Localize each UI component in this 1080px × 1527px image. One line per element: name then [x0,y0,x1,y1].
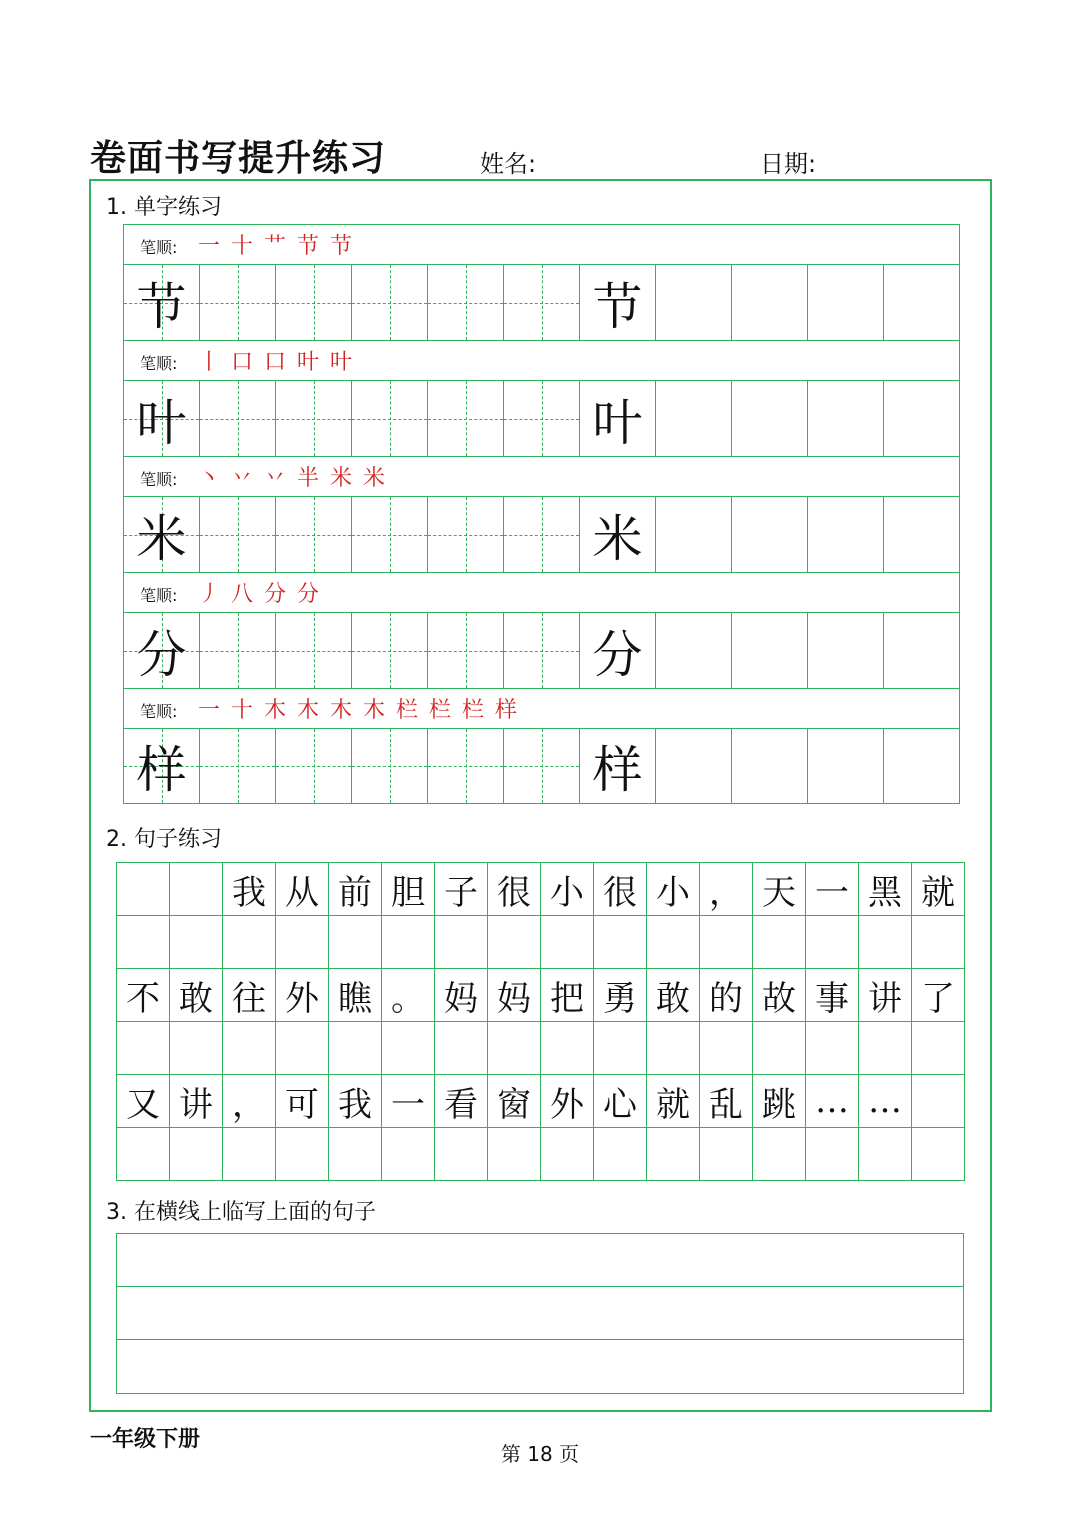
model-char: 节 [136,277,187,336]
sentence-char-cell: 往 [223,969,276,1022]
tian-cell[interactable] [276,265,352,340]
blank-grid-cell[interactable] [329,1128,382,1181]
tian-cell[interactable] [200,613,276,688]
sentence-char-cell: 敢 [647,969,700,1022]
blank-grid-cell[interactable] [117,1022,170,1075]
tian-cell[interactable] [504,265,580,340]
blank-grid-cell[interactable] [806,1022,859,1075]
blank-cell[interactable] [656,729,732,803]
tian-cell[interactable] [200,265,276,340]
blank-grid-cell[interactable] [382,916,435,969]
blank-grid-cell[interactable] [276,916,329,969]
blank-grid-cell[interactable] [541,1128,594,1181]
stroke-order-row [123,456,960,496]
blank-cell[interactable] [884,497,959,572]
stroke-sequence: 丨 口 口 叶 叶 [198,350,354,375]
sentence-grid-row [117,1075,965,1128]
char-practice-row [123,496,960,572]
grade-label: 一年级下册 [90,1427,201,1452]
blank-grid-cell[interactable] [382,1022,435,1075]
blank-grid-cell[interactable] [488,1022,541,1075]
single-char-practice [123,224,960,804]
char-practice-row [123,264,960,340]
model-char: 样 [136,741,187,799]
tian-cell[interactable] [200,381,276,456]
sentence-char-cell: 不 [117,969,170,1022]
sentence-char-cell: 跳 [753,1075,806,1128]
section3-title: 3. 在横线上临写上面的句子 [106,1200,376,1225]
blank-grid-cell[interactable] [382,1128,435,1181]
blank-grid-cell[interactable] [117,1128,170,1181]
sentence-char-cell: 乱 [700,1075,753,1128]
blank-grid-cell[interactable] [859,1128,912,1181]
sentence-char-cell: 妈 [435,969,488,1022]
stroke-order-row [123,688,960,728]
stroke-order-row [123,572,960,612]
sentence-char-cell: 又 [117,1075,170,1128]
stroke-sequence: 丿 八 分 分 [198,582,321,607]
stroke-order-label: 笔顺: [140,354,178,373]
trace-cell [580,613,656,688]
blank-grid-cell[interactable] [594,916,647,969]
blank-grid-cell[interactable] [594,1128,647,1181]
sentence-char-cell: 小 [647,863,700,916]
tian-cell[interactable] [428,613,504,688]
tian-cell[interactable] [352,265,428,340]
tian-cell[interactable] [124,613,200,688]
char-practice-row [123,728,960,804]
blank-grid-cell[interactable] [647,1128,700,1181]
trace-char: 样 [592,741,643,799]
sentence-char-cell: 故 [753,969,806,1022]
blank-grid-cell[interactable] [541,1022,594,1075]
tian-cell[interactable] [124,265,200,340]
trace-cell [580,729,656,803]
blank-grid-cell[interactable] [753,1128,806,1181]
blank-grid-cell[interactable] [647,1022,700,1075]
model-char: 米 [136,509,187,568]
sentence-char-cell: 前 [329,863,382,916]
sentence-char-cell: 讲 [859,969,912,1022]
stroke-order-label: 笔顺: [140,586,178,605]
blank-grid-cell[interactable] [223,1128,276,1181]
blank-grid-cell[interactable] [912,1128,965,1181]
blank-grid-cell[interactable] [170,1022,223,1075]
sentence-char-cell: ， [223,1075,276,1128]
tian-cell[interactable] [124,381,200,456]
sentence-char-cell: 窗 [488,1075,541,1128]
sentence-char-cell: 妈 [488,969,541,1022]
writing-line[interactable] [117,1340,963,1393]
sentence-grid-row [117,1128,965,1181]
stroke-sequence: 一 十 木 木 木 木 栏 栏 栏 样 [198,698,519,723]
blank-grid-cell[interactable] [700,1022,753,1075]
stroke-order-label: 笔顺: [140,470,178,489]
sentence-char-cell: 外 [276,969,329,1022]
tian-cell[interactable] [428,497,504,572]
date-field-label: 日期: [760,150,817,178]
sentence-char-cell: 天 [753,863,806,916]
tian-cell[interactable] [276,613,352,688]
tian-cell[interactable] [276,729,352,803]
blank-cell[interactable] [732,613,808,688]
blank-cell[interactable] [732,497,808,572]
blank-grid-cell[interactable] [700,916,753,969]
sentence-grid-row [117,916,965,969]
blank-cell[interactable] [808,613,884,688]
sentence-char-cell: 可 [276,1075,329,1128]
tian-cell[interactable] [124,497,200,572]
char-practice-row [123,380,960,456]
stroke-order-label: 笔顺: [140,238,178,257]
model-char: 叶 [136,393,187,452]
blank-grid-cell[interactable] [223,1022,276,1075]
blank-cell[interactable] [808,381,884,456]
blank-cell[interactable] [656,265,732,340]
blank-cell[interactable] [808,729,884,803]
writing-line[interactable] [117,1287,963,1340]
blank-grid-cell[interactable] [700,1128,753,1181]
tian-cell[interactable] [504,729,580,803]
blank-cell[interactable] [732,265,808,340]
blank-grid-cell[interactable] [753,1022,806,1075]
writing-line[interactable] [117,1234,963,1287]
trace-char: 米 [592,509,643,568]
blank-grid-cell[interactable] [541,916,594,969]
sentence-char-cell: … [806,1075,859,1128]
sentence-char-cell: 胆 [382,863,435,916]
blank-grid-cell[interactable] [170,863,223,916]
sentence-char-cell: 很 [488,863,541,916]
blank-grid-cell[interactable] [806,916,859,969]
tian-cell[interactable] [504,613,580,688]
blank-grid-cell[interactable] [912,916,965,969]
blank-cell[interactable] [656,497,732,572]
sentence-char-cell: 瞧 [329,969,382,1022]
tian-cell[interactable] [428,381,504,456]
blank-cell[interactable] [808,265,884,340]
trace-char: 分 [592,625,643,684]
sentence-grid-row [117,863,965,916]
section2-title: 2. 句子练习 [106,827,222,852]
sentence-char-cell: 事 [806,969,859,1022]
blank-grid-cell[interactable] [859,916,912,969]
sentence-char-cell: 。 [382,969,435,1022]
tian-cell[interactable] [276,381,352,456]
sentence-char-cell: 我 [329,1075,382,1128]
blank-cell[interactable] [808,497,884,572]
sentence-char-cell: … [859,1075,912,1128]
trace-char: 节 [592,277,643,336]
tian-cell[interactable] [200,729,276,803]
sentence-char-cell: 勇 [594,969,647,1022]
blank-grid-cell[interactable] [223,916,276,969]
sentence-practice-grid [116,862,965,1181]
blank-grid-cell[interactable] [859,1022,912,1075]
sentence-char-cell: 很 [594,863,647,916]
blank-grid-cell[interactable] [329,1022,382,1075]
blank-grid-cell[interactable] [806,1128,859,1181]
sentence-char-cell: 了 [912,969,965,1022]
sentence-char-cell: 一 [382,1075,435,1128]
name-field-label: 姓名: [480,150,537,178]
sentence-char-cell: 讲 [170,1075,223,1128]
sentence-grid-row [117,969,965,1022]
blank-grid-cell[interactable] [488,1128,541,1181]
blank-cell[interactable] [884,265,959,340]
sentence-char-cell: ， [700,863,753,916]
char-practice-row [123,612,960,688]
blank-cell[interactable] [884,729,959,803]
tian-cell[interactable] [428,265,504,340]
page-title: 卷面书写提升练习 [90,138,387,179]
trace-cell [580,497,656,572]
sentence-char-cell: 子 [435,863,488,916]
sentence-char-cell: 一 [806,863,859,916]
tian-cell[interactable] [428,729,504,803]
blank-grid-cell[interactable] [276,1022,329,1075]
sentence-char-cell: 小 [541,863,594,916]
section1-title: 1. 单字练习 [106,195,222,220]
stroke-order-row [123,224,960,264]
model-char: 分 [136,625,187,684]
sentence-char-cell: 我 [223,863,276,916]
sentence-char-cell: 敢 [170,969,223,1022]
tian-cell[interactable] [352,613,428,688]
sentence-char-cell: 从 [276,863,329,916]
blank-grid-cell[interactable] [594,1022,647,1075]
trace-cell [580,265,656,340]
sentence-char-cell: 把 [541,969,594,1022]
sentence-char-cell: 看 [435,1075,488,1128]
stroke-order-label: 笔顺: [140,702,178,721]
blank-grid-cell[interactable] [435,1022,488,1075]
trace-char: 叶 [592,393,643,452]
tian-cell[interactable] [352,381,428,456]
sentence-grid-row [117,1022,965,1075]
blank-grid-cell[interactable] [170,1128,223,1181]
blank-grid-cell[interactable] [329,916,382,969]
tian-cell[interactable] [504,381,580,456]
stroke-sequence: 一 十 艹 节 节 [198,234,354,259]
blank-grid-cell[interactable] [912,1075,965,1128]
stroke-order-row [123,340,960,380]
tian-cell[interactable] [276,497,352,572]
blank-grid-cell[interactable] [647,916,700,969]
sentence-char-cell: 黑 [859,863,912,916]
blank-cell[interactable] [656,613,732,688]
blank-grid-cell[interactable] [435,1128,488,1181]
sentence-char-cell: 就 [647,1075,700,1128]
tian-cell[interactable] [200,497,276,572]
blank-grid-cell[interactable] [435,916,488,969]
blank-grid-cell[interactable] [276,1128,329,1181]
stroke-sequence: 丶 丷 丷 半 米 米 [198,466,387,491]
blank-cell[interactable] [732,381,808,456]
blank-grid-cell[interactable] [170,916,223,969]
trace-cell [580,381,656,456]
blank-cell[interactable] [884,613,959,688]
blank-cell[interactable] [656,381,732,456]
page-number: 第 18 页 [500,1442,580,1466]
blank-cell[interactable] [732,729,808,803]
sentence-char-cell: 的 [700,969,753,1022]
tian-cell[interactable] [504,497,580,572]
blank-grid-cell[interactable] [117,916,170,969]
sentence-char-cell: 心 [594,1075,647,1128]
blank-grid-cell[interactable] [753,916,806,969]
blank-grid-cell[interactable] [117,863,170,916]
blank-cell[interactable] [884,381,959,456]
sentence-char-cell: 外 [541,1075,594,1128]
copy-lines [116,1233,964,1394]
tian-cell[interactable] [124,729,200,803]
tian-cell[interactable] [352,497,428,572]
blank-grid-cell[interactable] [488,916,541,969]
blank-grid-cell[interactable] [912,1022,965,1075]
sentence-char-cell: 就 [912,863,965,916]
tian-cell[interactable] [352,729,428,803]
